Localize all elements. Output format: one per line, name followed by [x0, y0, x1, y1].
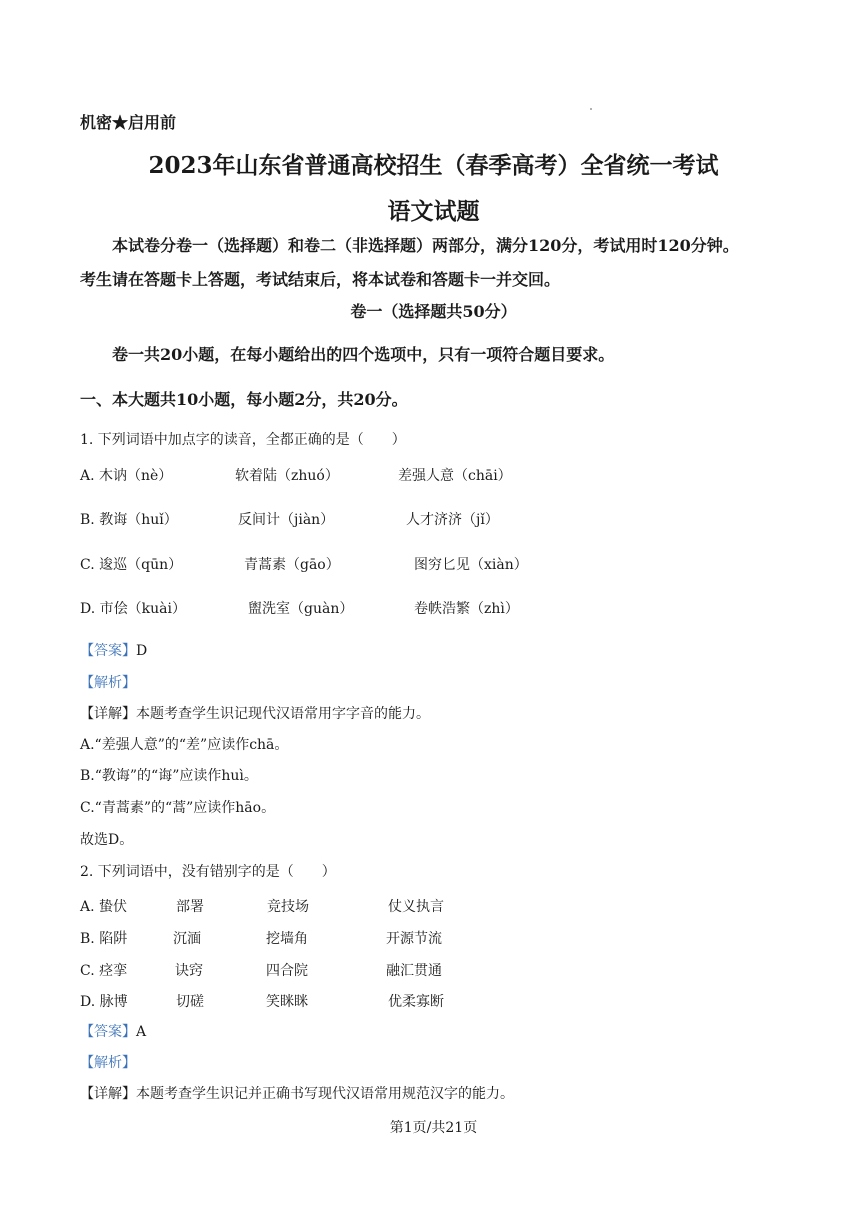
volume1-heading: 卷一（选择题共50分）: [350, 302, 517, 321]
q2-stem: 2. 下列词语中，没有错别字的是（ ）: [80, 864, 336, 880]
q2-option-c-2: 诀窍: [175, 963, 203, 979]
q1-option-d-3: 卷帙浩繁（zhì）: [414, 601, 519, 617]
q1-option-c-2: 青蒿素（gāo）: [244, 557, 340, 573]
q1-option-b-3: 人才济济（jǐ）: [406, 512, 499, 528]
q1-point-c: C.“青蒿素”的“蒿”应读作hāo。: [80, 800, 276, 816]
subject-title: 语文试题: [387, 198, 480, 225]
q1-option-c-1: C. 逡巡（qūn）: [80, 557, 183, 573]
q2-answer-tag: 【答案】: [80, 1024, 136, 1040]
q1-option-a-3: 差强人意（chāi）: [398, 468, 512, 484]
q1-analysis-tag: 【解析】: [80, 675, 136, 691]
q1-stem: 1. 下列词语中加点字的读音，全都正确的是（ ）: [80, 432, 406, 448]
q1-conclusion: 故选D。: [80, 832, 134, 848]
q2-detail-text: 本题考查学生识记并正确书写现代汉语常用规范汉字的能力。: [136, 1086, 514, 1102]
q2-option-c-1: C. 痉挛: [80, 963, 128, 979]
q2-option-d-4: 优柔寡断: [388, 994, 444, 1010]
q1-option-a-2: 软着陆（zhuó）: [235, 468, 339, 484]
section1-heading: 一、本大题共10小题，每小题2分，共20分。: [80, 390, 408, 409]
q2-option-b-1: B. 陷阱: [80, 931, 128, 947]
q1-detail-tag: 【详解】: [80, 706, 136, 722]
q2-option-b-3: 挖墙角: [266, 931, 308, 947]
q2-option-a-3: 竞技场: [267, 899, 309, 915]
q1-option-b-2: 反间计（jiàn）: [238, 512, 335, 528]
q1-answer-line: [80, 643, 147, 660]
intro-line-2: 考生请在答题卡上答题，考试结束后，将本试卷和答题卡一并交回。: [80, 270, 561, 289]
q1-detail-line: [80, 706, 430, 723]
q1-point-b: B.“教诲”的“诲”应读作huì。: [80, 768, 258, 784]
q1-option-d-2: 盥洗室（guàn）: [248, 601, 354, 617]
q1-detail-text: 本题考查学生识记现代汉语常用字字音的能力。: [136, 706, 430, 722]
q2-option-d-2: 切磋: [176, 994, 204, 1010]
volume1-note: 卷一共20小题，在每小题给出的四个选项中，只有一项符合题目要求。: [112, 345, 615, 364]
exam-title: 2023年山东省普通高校招生（春季高考）全省统一考试: [148, 152, 719, 179]
q2-detail-tag: 【详解】: [80, 1086, 136, 1102]
intro-line-1: 本试卷分卷一（选择题）和卷二（非选择题）两部分，满分120分，考试用时120分钟。: [112, 236, 739, 255]
q2-option-a-2: 部署: [176, 899, 204, 915]
secret-mark: 机密★启用前: [80, 113, 177, 132]
q2-option-c-4: 融汇贯通: [386, 963, 442, 979]
q2-option-b-4: 开源节流: [386, 931, 442, 947]
scan-speck: [590, 108, 592, 110]
q1-option-b-1: B. 教诲（huǐ）: [80, 512, 178, 528]
q1-point-a: A.“差强人意”的“差”应读作chā。: [80, 737, 289, 753]
q2-option-a-4: 仗义执言: [388, 899, 444, 915]
q1-answer-tag: 【答案】: [80, 643, 136, 659]
q1-answer-value: D: [136, 643, 148, 659]
q2-analysis-tag: 【解析】: [80, 1055, 136, 1071]
page-footer: 第1页/共21页: [389, 1120, 478, 1136]
q1-option-c-3: 图穷匕见（xiàn）: [414, 557, 528, 573]
q2-option-a-1: A. 蛰伏: [80, 899, 128, 915]
q1-option-a-1: A. 木讷（nè）: [80, 468, 173, 484]
q2-option-b-2: 沉湎: [173, 931, 201, 947]
q2-detail-line: [80, 1086, 514, 1103]
q2-option-d-3: 笑眯眯: [266, 994, 308, 1010]
q2-option-c-3: 四合院: [266, 963, 308, 979]
q2-answer-line: [80, 1024, 146, 1041]
q2-answer-value: A: [136, 1024, 147, 1040]
q2-option-d-1: D. 脉博: [80, 994, 128, 1010]
q1-option-d-1: D. 市侩（kuài）: [80, 601, 186, 617]
